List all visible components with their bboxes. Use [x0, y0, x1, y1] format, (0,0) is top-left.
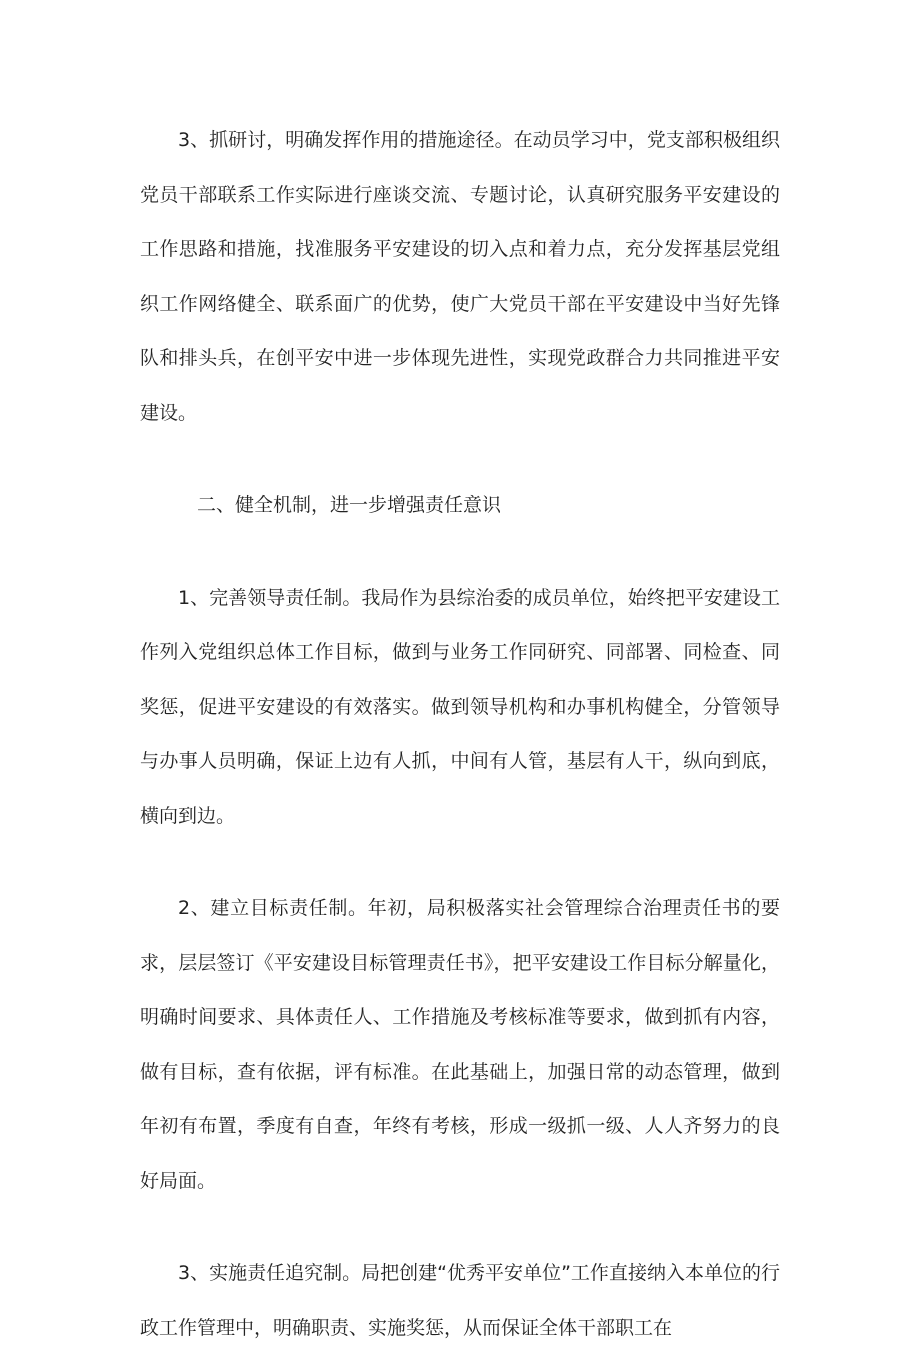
section-heading-mechanism: 二、健全机制，进一步增强责任意识: [197, 494, 502, 516]
paragraph-target-responsibility: 2、建立目标责任制。年初，局积极落实社会管理综合治理责任书的要求，层层签订《平安建设目标管理责任书》，把平安建设工作目标分解量化，明确时间要求、具体责任人、工作措施及考核标准等要求，做到抓有内容，做有目标，查有依据，评有标准。在此基础上，加强日常的动态管理，做到年初有布置，季度有自查，年终有考核，形成一级抓一级、人人齐努力的良好局面。: [140, 897, 780, 1192]
paragraph-leadership-responsibility: 1、完善领导责任制。我局作为县综治委的成员单位，始终把平安建设工作列入党组织总体工作目标，做到与业务工作同研究、同部署、同检查、同奖惩，促进平安建设的有效落实。做到领导机构和办事机构健全，分管领导与办事人员明确，保证上边有人抓，中间有人管，基层有人干，纵向到底，横向到边。: [140, 586, 780, 827]
paragraph-research-measures: 3、抓研讨，明确发挥作用的措施途径。在动员学习中，党支部积极组织党员干部联系工作实际进行座谈交流、专题讨论，认真研究服务平安建设的工作思路和措施，找准服务平安建设的切入点和着力点，充分发挥基层党组织工作网络健全、联系面广的优势，使广大党员干部在平安建设中当好先锋队和排头兵，在创平安中进一步体现先进性，实现党政群合力共同推进平安建设。: [140, 129, 780, 424]
paragraph-accountability: 3、实施责任追究制。局把创建“优秀平安单位”工作直接纳入本单位的行政工作管理中，明确职责、实施奖惩，从而保证全体干部职工在: [140, 1262, 780, 1339]
document-body: [140, 113, 780, 1355]
